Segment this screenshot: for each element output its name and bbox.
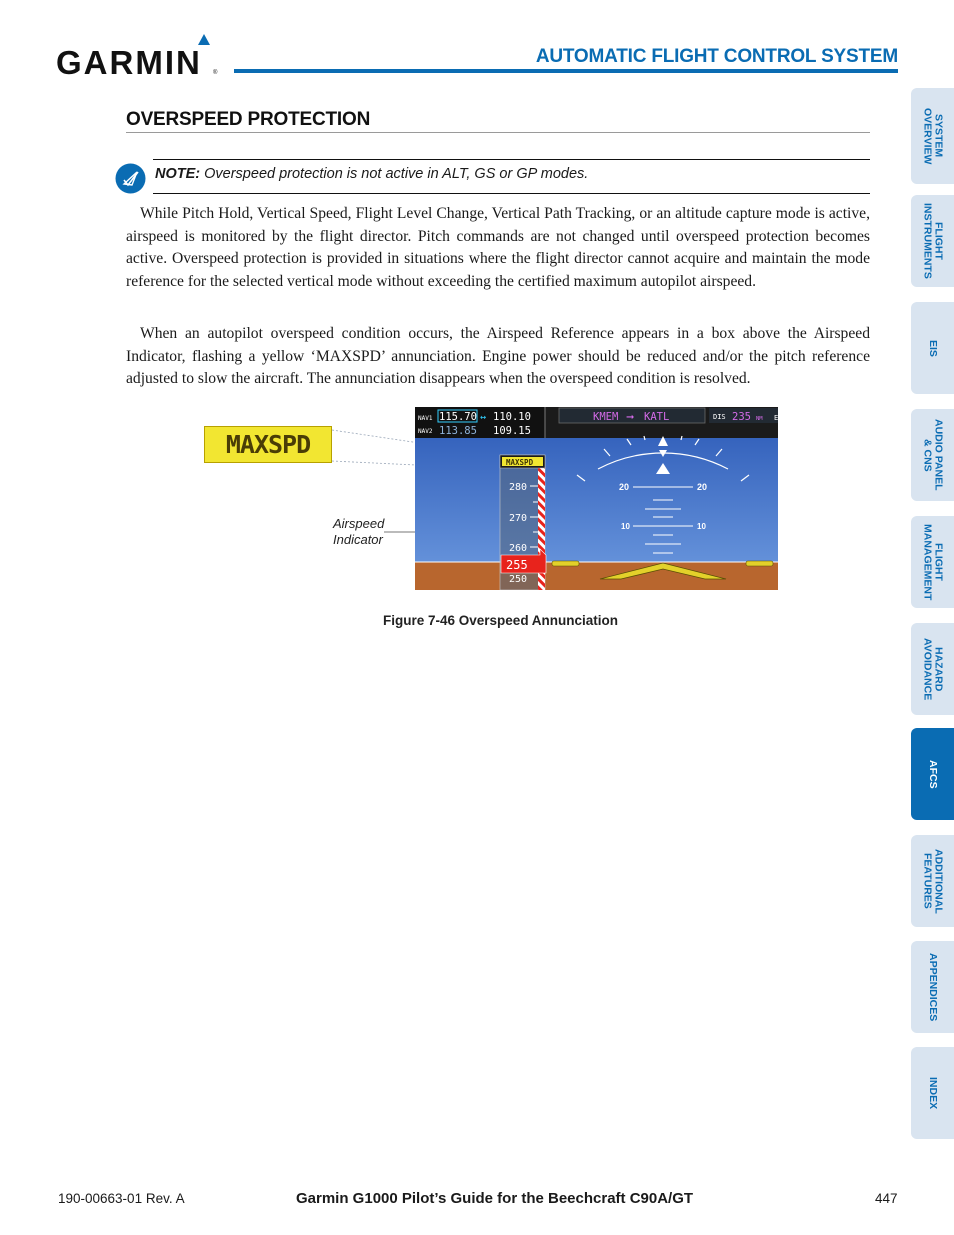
maxspd-inset-annunciation (204, 426, 332, 463)
svg-text:®: ® (213, 70, 218, 76)
airspeed-indicator-callout (333, 516, 384, 548)
body-paragraph: While Pitch Hold, Vertical Speed, Flight Level Change, Vertical Path Tracking, or an altitude capture mode is active, airspeed is monitored by the flight director. Pitch commands are not changed until overspeed protection becomes active. Overspeed protection is provided in situations where the flight director cannot acquire and maintain the mode reference for the selected vertical mode without exceeding the certified maximum autopilot airspeed. (126, 205, 870, 290)
side-tab-label: INDEX (927, 1076, 939, 1110)
pitch-label: 20 (619, 482, 630, 492)
nav2-standby: 109.15 (493, 425, 531, 437)
figure-caption: Figure 7-46 Overspeed Annunciation (383, 613, 619, 628)
dis-unit: NM (756, 416, 763, 422)
right-level-marker (746, 561, 773, 566)
garmin-logo-text: GARMIN (56, 44, 202, 78)
swap-arrow-icon: ↔ (480, 412, 487, 423)
pfd-ground (415, 562, 778, 590)
side-tab-label: HAZARD AVOIDANCE (921, 637, 945, 701)
section-title: AUTOMATIC FLIGHT CONTROL SYSTEM (535, 46, 898, 67)
nav2-active: 113.85 (439, 425, 477, 437)
pitch-label: 10 (697, 522, 706, 531)
dis-value: 235 (732, 411, 751, 423)
note-label: NOTE: (155, 166, 201, 182)
footer-doc-number: 190-00663-01 Rev. A (58, 1191, 185, 1206)
nav1-active: 115.70 (439, 411, 477, 423)
airspeed-tick: 270 (509, 513, 528, 524)
pitch-label: 10 (621, 522, 630, 531)
nav1-label: NAV1 (418, 415, 433, 422)
note-body: Overspeed protection is not active in ALT, GS or GP modes. (200, 166, 589, 182)
pfd-screenshot (415, 407, 778, 590)
pitch-label: 20 (697, 482, 708, 492)
side-tab-label: APPENDICES (927, 952, 939, 1022)
side-tab-label: AFCS (927, 759, 939, 789)
dis-label: DIS (713, 413, 726, 421)
side-tab-label: ADDITIONAL FEATURES (921, 848, 945, 914)
body-paragraph: When an autopilot overspeed condition occurs, the Airspeed Reference appears in a box above the Airspeed Indicator, flashing a yellow ‘MAXSPD’ annunciation. Engine power should be reduced and/or the pitch reference adjusted to slow the aircraft. The annunciation disappears when the overspeed condition is resolved. (126, 325, 870, 387)
route-to: KATL (644, 411, 670, 423)
side-tab-label: FLIGHT INSTRUMENTS (921, 203, 945, 279)
page-heading: OVERSPEED PROTECTION (126, 109, 371, 130)
airspeed-tick: 280 (509, 482, 528, 493)
side-tab-label: EIS (927, 339, 939, 357)
footer-title: Garmin G1000 Pilot’s Guide for the Beechcraft C90A/GT (296, 1190, 694, 1207)
airspeed-tick: 260 (509, 543, 528, 554)
callout-line-1: Airspeed (333, 516, 385, 531)
airspeed-tick: 250 (509, 574, 528, 585)
route-arrow-icon: ➞ (626, 412, 635, 423)
footer-page-number: 447 (875, 1191, 898, 1206)
side-tab-label: FLIGHT MANAGEMENT (921, 523, 945, 601)
side-tab-label: SYSTEM OVERVIEW (921, 107, 945, 165)
current-airspeed: 255 (506, 558, 528, 572)
side-tab-label: AUDIO PANEL & CNS (921, 419, 945, 491)
route-from: KMEM (593, 411, 619, 423)
callout-line-2: Indicator (333, 532, 383, 547)
dis-trailing: E (774, 414, 778, 422)
left-level-marker (552, 561, 579, 566)
maxspd-inset-text: MAXSPD (225, 430, 311, 459)
nav2-label: NAV2 (418, 428, 433, 435)
nav1-standby: 110.10 (493, 411, 531, 423)
maxspd-annunciation-text: MAXSPD (506, 458, 534, 467)
